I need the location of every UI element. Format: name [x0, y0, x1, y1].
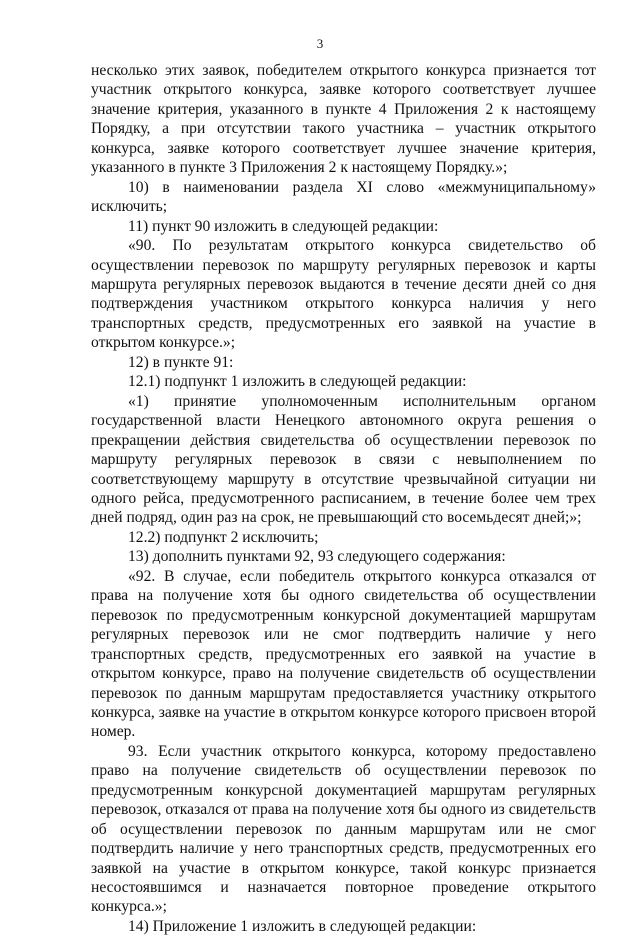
- paragraph-item-12-2: 12.2) подпункт 2 исключить;: [128, 528, 319, 546]
- paragraph-item-10: 10) в наименовании раздела XI слово «межмуниципальному»: [128, 178, 596, 196]
- page-number: 3: [316, 36, 324, 51]
- paragraph-item-14: 14) Приложение 1 изложить в следующей редакции:: [128, 917, 477, 935]
- paragraph-item-11: 11) пункт 90 изложить в следующей редакции:: [128, 217, 439, 235]
- document-body: [91, 61, 596, 936]
- paragraph-item-13: 13) дополнить пунктами 92, 93 следующего содержания:: [128, 548, 506, 566]
- paragraph-item-12: 12) в пункте 91:: [128, 353, 234, 371]
- paragraph-item-12-1: 12.1) подпункт 1 изложить в следующей редакции:: [128, 373, 467, 391]
- paragraph-continuation: несколько этих заявок, победителем открытого конкурса признается тот участник открытого конкурса, заявке которого соответствует лучшее значение критерия, указанного в пункте 4 Приложения 2 к настоящему Порядку, а при отсутствии такого участника – участник открытого конкурса, заявке которого соответствует лучшее значение критерия, указанного в пункте 3 Приложения 2 к настоящему Порядку.»;: [91, 62, 596, 177]
- paragraph-point-90: «90. По результатам открытого конкурса свидетельство об осуществлении перевозок по маршруту регулярных перевозок и карты маршрута регулярных перевозок выдаются в течение десяти дней со дня подтверждения участником открытого конкурса наличия у него транспортных средств, предусмотренных его заявкой на участие в открытом конкурсе.»;: [91, 237, 596, 352]
- paragraph-point-92: «92. В случае, если победитель открытого конкурса отказался от права на получение хотя бы одного свидетельства об осуществлении перевозок по предусмотренным конкурсной документацией маршрутам регулярных перевозок или не смог подтвердить наличие у него транспортных средств, предусмотренных его заявкой на участие в открытом конкурсе, право на получение свидетельств об осуществлении перевозок по данным маршрутам предоставляется участнику открытого конкурса, заявке на участие в открытом конкурсе которого присвоен второй номер.: [91, 567, 596, 741]
- paragraph-item-10-end: исключить;: [91, 198, 168, 216]
- paragraph-subpoint-1: «1) принятие уполномоченным исполнительным органом государственной власти Ненецкого автономного округа решения о прекращении действия свидетельства об осуществлении перевозок по маршруту регулярных перевозок в связи с невыполнением по соответствующему маршруту в отсутствие чрезвычайной ситуации ни одного рейса, предусмотренного расписанием, в течение более чем трех дней подряд, один раз на срок, не превышающий сто восемьдесят дней;»;: [91, 392, 596, 527]
- paragraph-point-93: 93. Если участник открытого конкурса, которому предоставлено право на получение свидетельств об осуществлении перевозок по предусмотренным конкурсной документацией маршрутам регулярных перевозок, отказался от права на получение хотя бы одного из свидетельств об осуществлении перевозок по данным маршрутам или не смог подтвердить наличие у него транспортных средств, предусмотренных его заявкой на участие в открытом конкурсе, такой конкурс признается несостоявшимся и назначается повторное проведение открытого конкурса.»;: [91, 742, 596, 916]
